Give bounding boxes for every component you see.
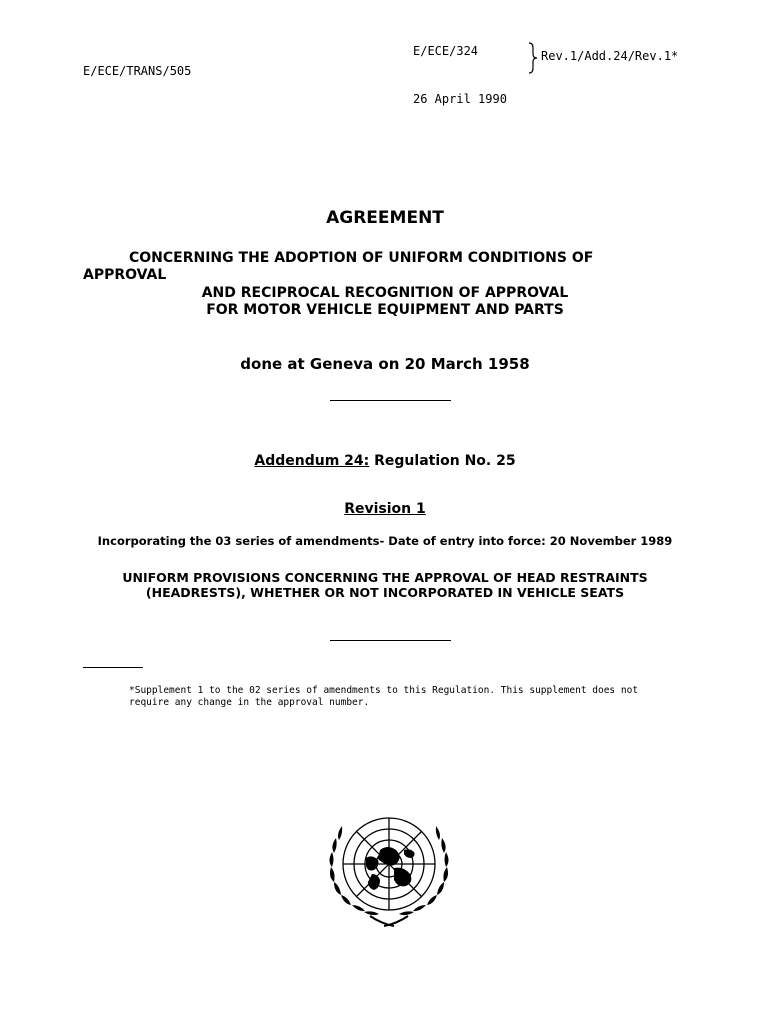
revision-label: Revision 1: [344, 501, 426, 517]
done-at-geneva: done at Geneva on 20 March 1958: [240, 355, 530, 373]
footnote-line-1: *Supplement 1 to the 02 series of amendments to this Regulation. This supplement does not: [129, 685, 639, 696]
brace-icon: [526, 42, 538, 74]
separator-rule-2: [330, 640, 451, 641]
agreement-title: AGREEMENT: [326, 208, 444, 228]
regulation-number: Regulation No. 25: [374, 453, 516, 469]
addendum-label: Addendum 24:: [254, 453, 370, 469]
revision-symbol: Rev.1/Add.24/Rev.1*: [541, 49, 679, 63]
agreement-line-1-wrap: APPROVAL: [83, 267, 167, 283]
separator-rule-1: [330, 400, 451, 401]
footnote-rule: [83, 667, 143, 668]
agreement-line-2: AND RECIPROCAL RECOGNITION OF APPROVAL: [201, 285, 569, 301]
provisions-line-2: (HEADRESTS), WHETHER OR NOT INCORPORATED IN VEHICLE SEATS: [145, 585, 625, 600]
revision-heading: [0, 501, 770, 517]
addendum-heading: [0, 453, 770, 469]
footnote-line-2: require any change in the approval number.: [129, 697, 370, 708]
incorporating-line: Incorporating the 03 series of amendments- Date of entry into force: 20 November 1989: [97, 534, 673, 548]
document-symbol-1: E/ECE/324: [413, 44, 479, 58]
document-date: 26 April 1990: [413, 92, 507, 106]
un-emblem-icon: [322, 812, 456, 930]
document-symbol-2: E/ECE/TRANS/505: [83, 64, 192, 78]
agreement-line-1: CONCERNING THE ADOPTION OF UNIFORM CONDITIONS OF: [129, 250, 594, 266]
provisions-line-1: UNIFORM PROVISIONS CONCERNING THE APPROVAL OF HEAD RESTRAINTS: [122, 570, 648, 585]
agreement-line-3: FOR MOTOR VEHICLE EQUIPMENT AND PARTS: [206, 302, 564, 318]
